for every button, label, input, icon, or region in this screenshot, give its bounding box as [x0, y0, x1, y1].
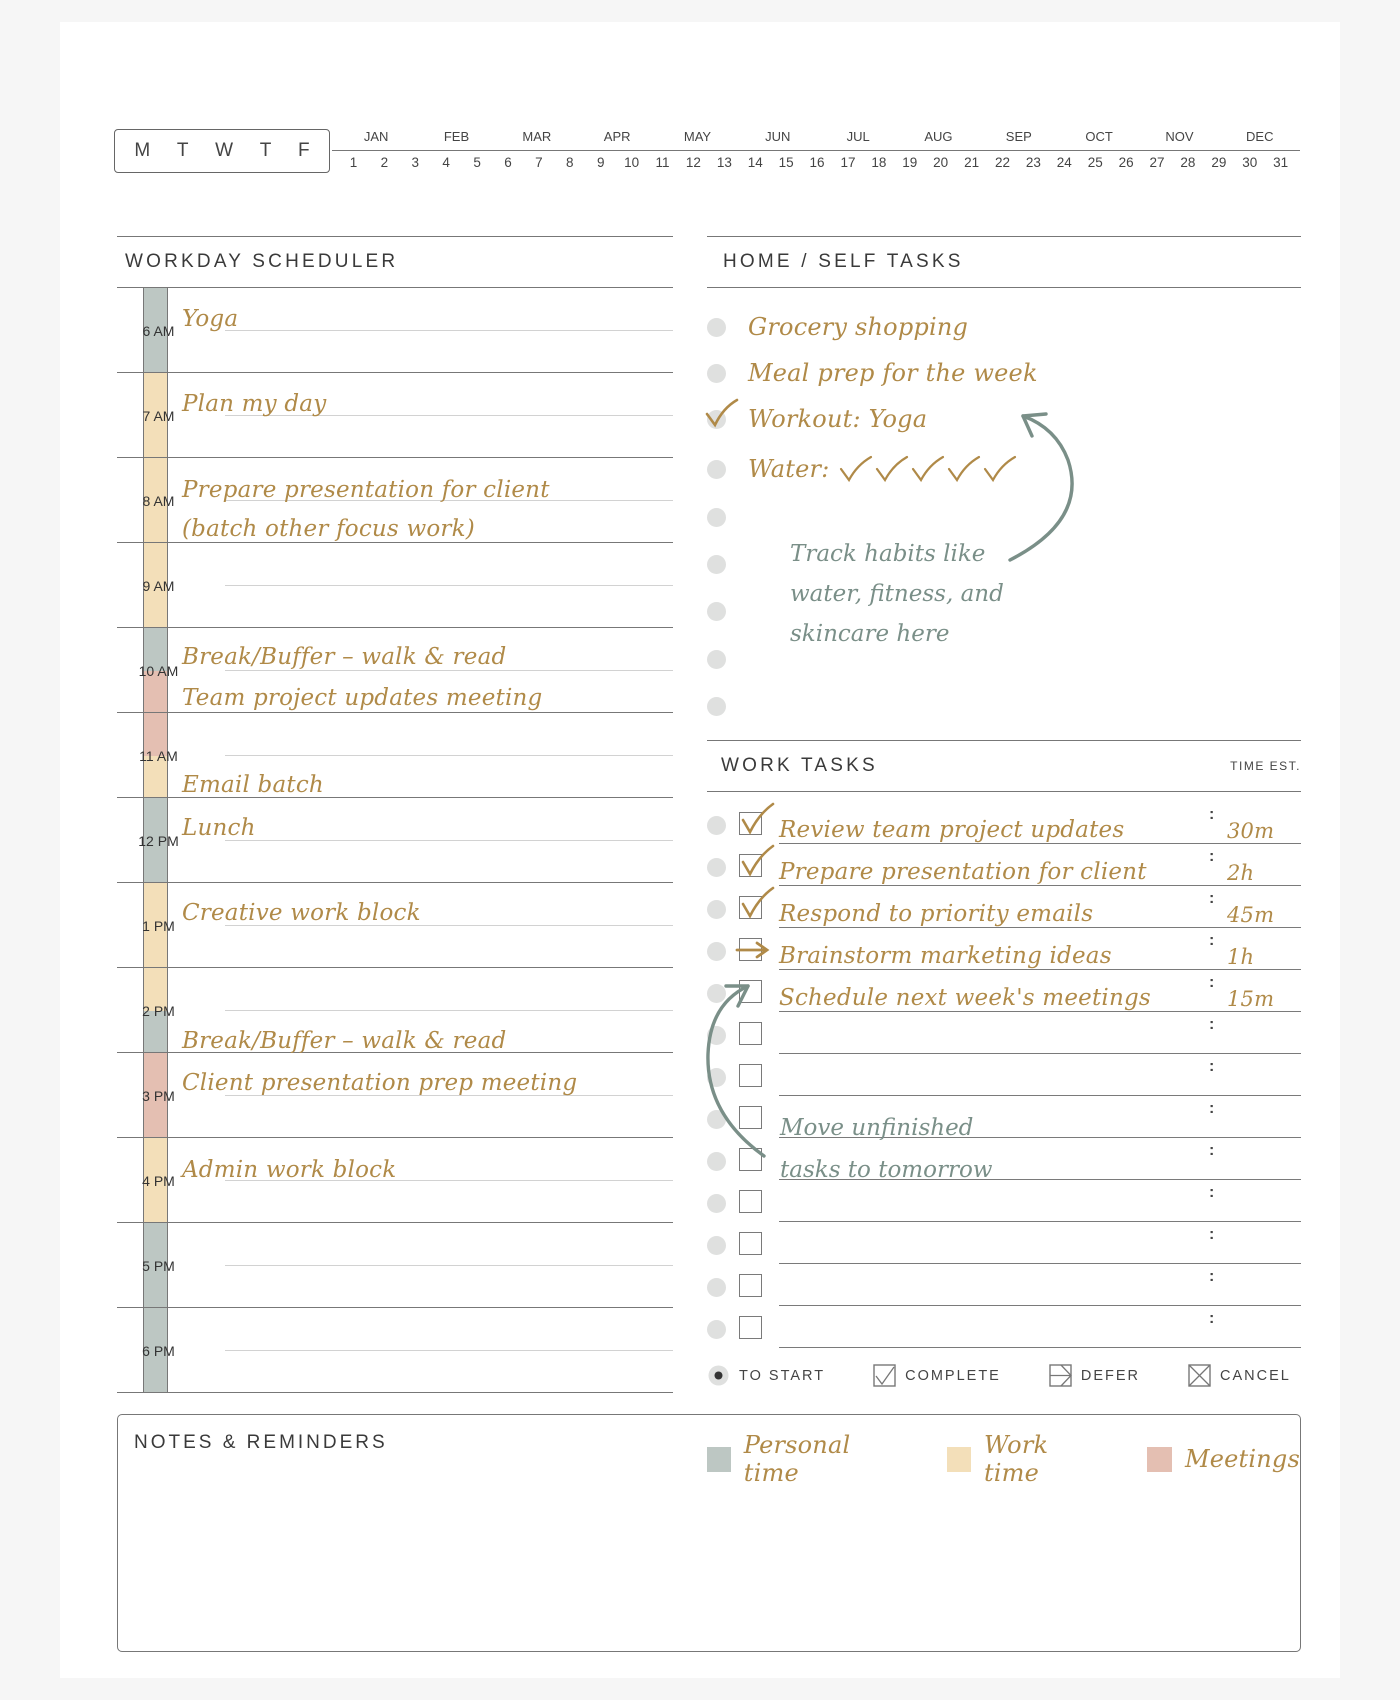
time-colon: : [1209, 890, 1215, 907]
hour-label: 2 PM [142, 1002, 175, 1019]
date-item[interactable]: 13 [716, 155, 732, 170]
hour-label: 6 AM [142, 322, 175, 339]
schedule-entry[interactable]: Yoga [182, 306, 239, 332]
time-colon: : [1209, 806, 1215, 823]
time-colon: : [1209, 1058, 1215, 1075]
date-item[interactable]: 23 [1025, 155, 1041, 170]
legend-defer [1049, 1364, 1140, 1387]
water-check-icon[interactable] [910, 455, 946, 483]
weekday-tue[interactable]: T [176, 140, 189, 161]
schedule-entry[interactable]: Email batch [182, 772, 324, 798]
status-dot-icon[interactable] [707, 858, 726, 877]
work-task-row[interactable] [707, 1306, 1301, 1348]
date-item[interactable]: 7 [535, 155, 543, 170]
home-task-item[interactable] [707, 312, 968, 342]
legend-complete [873, 1364, 1001, 1387]
legend-label: Personal time [743, 1431, 851, 1487]
habit-annotation [790, 534, 1004, 654]
month-item[interactable]: AUG [924, 129, 953, 144]
work-swatch [947, 1447, 971, 1472]
date-item[interactable]: 26 [1118, 155, 1134, 170]
task-text[interactable]: Schedule next week's meetings [779, 985, 1151, 1011]
schedule-entry[interactable]: Break/Buffer – walk & read [182, 1028, 507, 1054]
home-task-text: Meal prep for the week [748, 359, 1038, 387]
home-task-item[interactable] [707, 358, 1038, 388]
complete-check-icon [739, 802, 775, 836]
time-colon: : [1209, 1100, 1215, 1117]
water-check-icon[interactable] [874, 455, 910, 483]
weekday-fri[interactable]: F [298, 140, 310, 161]
home-task-item[interactable] [707, 404, 927, 434]
defer-arrow-icon [735, 940, 771, 960]
half-hour-divider [225, 1350, 673, 1351]
planner-page [60, 22, 1340, 1678]
time-colon: : [1209, 932, 1215, 949]
month-item[interactable]: NOV [1165, 129, 1194, 144]
legend-label: Work time [983, 1431, 1049, 1487]
curved-arrow-icon [696, 974, 776, 1174]
work-task-row[interactable] [707, 886, 1301, 928]
work-task-row[interactable] [707, 970, 1301, 1012]
legend-label: CANCEL [1220, 1367, 1291, 1384]
month-selector [332, 129, 1300, 151]
weekday-thu[interactable]: T [259, 140, 272, 161]
notes-title: NOTES & REMINDERS [134, 1432, 388, 1453]
water-check-icon[interactable] [946, 455, 982, 483]
time-colon: : [1209, 848, 1215, 865]
status-legend [707, 1364, 1301, 1387]
weekday-wed[interactable]: W [215, 140, 234, 161]
schedule-entry[interactable]: Break/Buffer – walk & read [182, 644, 507, 670]
time-colon: : [1209, 1226, 1215, 1243]
hour-label: 4 PM [142, 1172, 175, 1189]
legend-cancel [1188, 1364, 1291, 1387]
legend-label: Meetings [1184, 1445, 1300, 1473]
work-task-row[interactable] [707, 844, 1301, 886]
weekday-selector [114, 129, 330, 173]
schedule-entry[interactable]: Plan my day [182, 391, 327, 417]
home-task-text: Workout: Yoga [748, 405, 928, 433]
time-est-label: TIME EST. [1230, 759, 1301, 773]
status-dot-icon[interactable] [707, 318, 726, 337]
status-dot-icon[interactable] [707, 1278, 726, 1297]
schedule-entry[interactable]: Creative work block [182, 900, 421, 926]
annotation-line: skincare here [790, 621, 950, 647]
work-tasks-title: WORK TASKS [721, 755, 878, 776]
time-colon: : [1209, 1268, 1215, 1285]
date-item[interactable]: 9 [596, 155, 605, 170]
home-task-text: Water: [748, 455, 830, 483]
legend-label: DEFER [1080, 1367, 1141, 1384]
schedule-entry[interactable]: Prepare presentation for client [182, 477, 550, 503]
work-task-row[interactable] [707, 928, 1301, 970]
hour-row[interactable] [117, 543, 673, 628]
home-tasks-header [707, 236, 1301, 288]
task-checkbox[interactable] [739, 1274, 762, 1297]
schedule-entry[interactable]: Lunch [182, 815, 256, 841]
task-text[interactable]: Brainstorm marketing ideas [779, 943, 1112, 969]
work-tasks-header [707, 740, 1301, 792]
status-dot-icon[interactable] [707, 697, 726, 716]
status-dot-icon[interactable] [707, 460, 726, 479]
date-item[interactable]: 4 [442, 155, 450, 170]
annotation-line: Move unfinished [780, 1115, 974, 1141]
task-text[interactable]: Review team project updates [779, 817, 1125, 843]
status-dot-icon[interactable] [707, 1236, 726, 1255]
half-hour-divider [225, 670, 673, 671]
time-colon: : [1209, 1016, 1215, 1033]
home-task-item[interactable] [707, 596, 726, 626]
hour-label: 3 PM [142, 1087, 175, 1104]
time-estimate[interactable]: 15m [1227, 987, 1275, 1011]
time-estimate[interactable]: 30m [1227, 819, 1275, 843]
home-tasks-title: HOME / SELF TASKS [723, 251, 964, 272]
curved-arrow-icon [998, 410, 1088, 570]
status-dot-icon[interactable] [707, 508, 726, 527]
date-item[interactable]: 31 [1273, 155, 1289, 170]
date-item[interactable]: 17 [840, 155, 856, 170]
hour-label: 11 AM [139, 747, 178, 764]
notes-box[interactable] [117, 1414, 1301, 1652]
half-hour-divider [225, 755, 673, 756]
status-dot-icon[interactable] [707, 1320, 726, 1339]
legend-work [947, 1431, 1105, 1487]
meetings-swatch [1147, 1447, 1172, 1472]
status-dot-icon[interactable] [707, 900, 726, 919]
to-start-dot-icon [707, 1364, 730, 1387]
task-text[interactable]: Prepare presentation for client [779, 859, 1147, 885]
status-dot-icon[interactable] [707, 1194, 726, 1213]
complete-check-icon [739, 844, 775, 878]
weekday-mon[interactable]: M [134, 140, 151, 161]
status-dot-icon[interactable] [707, 555, 726, 574]
home-task-item[interactable] [707, 549, 726, 579]
complete-check-icon [739, 886, 775, 920]
home-task-item-water[interactable] [707, 454, 1018, 484]
date-item[interactable]: 12 [685, 155, 701, 170]
date-item[interactable]: 15 [778, 155, 794, 170]
half-hour-divider [225, 840, 673, 841]
time-estimate[interactable]: 1h [1227, 945, 1255, 969]
status-dot-icon[interactable] [707, 942, 726, 961]
legend-meetings [1147, 1445, 1300, 1473]
time-estimate[interactable]: 2h [1227, 861, 1255, 885]
hour-label: 12 PM [138, 832, 179, 849]
month-item[interactable]: JAN [363, 129, 389, 144]
legend-personal [707, 1431, 905, 1487]
work-task-row[interactable] [707, 802, 1301, 844]
water-check-icon[interactable] [838, 455, 874, 483]
schedule-entry[interactable]: Team project updates meeting [182, 685, 543, 711]
date-item[interactable]: 18 [871, 155, 887, 170]
half-hour-divider [225, 330, 673, 331]
personal-swatch [707, 1447, 731, 1472]
schedule-entry[interactable]: (batch other focus work) [182, 516, 475, 542]
cancel-x-icon [1188, 1364, 1211, 1387]
complete-checkbox-icon [873, 1364, 896, 1387]
legend-to-start [707, 1364, 825, 1387]
month-item[interactable]: MAR [522, 129, 552, 144]
date-selector [332, 155, 1300, 170]
work-task-row[interactable] [707, 1222, 1301, 1264]
water-tracker[interactable] [838, 455, 1018, 483]
date-item[interactable]: 8 [566, 155, 574, 170]
month-item[interactable]: FEB [443, 129, 470, 144]
task-checkbox[interactable] [739, 1232, 762, 1255]
work-task-row[interactable] [707, 1054, 1301, 1096]
time-colon: : [1209, 1142, 1215, 1159]
home-task-item[interactable] [707, 502, 726, 532]
date-item[interactable]: 25 [1087, 155, 1103, 170]
status-dot-icon[interactable] [707, 602, 726, 621]
legend-label: COMPLETE [905, 1367, 1001, 1384]
annotation-line: tasks to tomorrow [780, 1157, 993, 1183]
month-item[interactable]: SEP [1005, 129, 1032, 144]
defer-arrow-icon [1049, 1364, 1072, 1387]
hour-label: 7 AM [142, 407, 175, 424]
task-checkbox[interactable] [739, 1190, 762, 1213]
status-dot-icon[interactable] [707, 410, 726, 429]
month-item[interactable]: JUN [765, 129, 791, 144]
date-item[interactable]: 19 [902, 155, 918, 170]
half-hour-divider [225, 1265, 673, 1266]
date-item[interactable]: 16 [809, 155, 825, 170]
hour-label: 8 AM [142, 492, 175, 509]
date-item[interactable]: 30 [1242, 155, 1258, 170]
time-colon: : [1209, 1184, 1215, 1201]
date-item[interactable]: 29 [1211, 155, 1227, 170]
half-hour-divider [225, 1010, 673, 1011]
task-underline [779, 1347, 1301, 1348]
hour-row[interactable] [117, 1308, 673, 1393]
hour-label: 6 PM [142, 1342, 175, 1359]
date-item[interactable]: 24 [1056, 155, 1072, 170]
date-item[interactable]: 3 [411, 155, 420, 170]
date-item[interactable]: 14 [747, 155, 763, 170]
date-item[interactable]: 22 [994, 155, 1010, 170]
task-text[interactable]: Respond to priority emails [779, 901, 1094, 927]
home-task-item[interactable] [707, 691, 726, 721]
annotation-line: water, fitness, and [790, 581, 1004, 607]
time-estimate[interactable]: 45m [1227, 903, 1275, 927]
hour-label: 1 PM [142, 917, 175, 934]
date-item[interactable]: 28 [1180, 155, 1196, 170]
date-item[interactable]: 21 [964, 155, 980, 170]
hour-label: 10 AM [138, 662, 179, 679]
half-hour-divider [225, 585, 673, 586]
date-item[interactable]: 11 [655, 155, 670, 170]
hour-label: 9 AM [142, 577, 175, 594]
scheduler-title: WORKDAY SCHEDULER [125, 251, 399, 272]
status-dot-icon[interactable] [707, 650, 726, 669]
date-item[interactable]: 5 [473, 155, 481, 170]
time-colon: : [1209, 974, 1215, 991]
task-checkbox[interactable] [739, 1316, 762, 1339]
month-item[interactable]: MAY [683, 129, 712, 144]
date-item[interactable]: 2 [380, 155, 389, 170]
annotation-line: Track habits like [790, 541, 986, 567]
status-dot-icon[interactable] [707, 364, 726, 383]
work-task-row[interactable] [707, 1264, 1301, 1306]
date-item[interactable]: 10 [624, 155, 640, 170]
date-item[interactable]: 6 [504, 155, 512, 170]
month-item[interactable]: JUL [846, 129, 870, 144]
work-task-row[interactable] [707, 1012, 1301, 1054]
home-task-item[interactable] [707, 644, 726, 674]
month-item[interactable]: APR [603, 129, 631, 144]
home-task-text: Grocery shopping [748, 313, 969, 341]
month-item[interactable]: OCT [1085, 129, 1113, 144]
schedule-entry[interactable]: Admin work block [182, 1157, 397, 1183]
hour-label: 5 PM [142, 1257, 175, 1274]
date-item[interactable]: 20 [933, 155, 949, 170]
month-item[interactable]: DEC [1246, 129, 1274, 144]
checkmark-icon [705, 398, 739, 428]
status-dot-icon[interactable] [707, 816, 726, 835]
color-legend [707, 1431, 1300, 1487]
hour-row[interactable] [117, 1223, 673, 1308]
legend-label: TO START [739, 1367, 826, 1384]
defer-annotation [780, 1107, 992, 1191]
date-item[interactable]: 27 [1149, 155, 1165, 170]
schedule-entry[interactable]: Client presentation prep meeting [182, 1070, 578, 1096]
scheduler-header [117, 236, 673, 288]
date-item[interactable]: 1 [349, 155, 358, 170]
time-colon: : [1209, 1310, 1215, 1327]
